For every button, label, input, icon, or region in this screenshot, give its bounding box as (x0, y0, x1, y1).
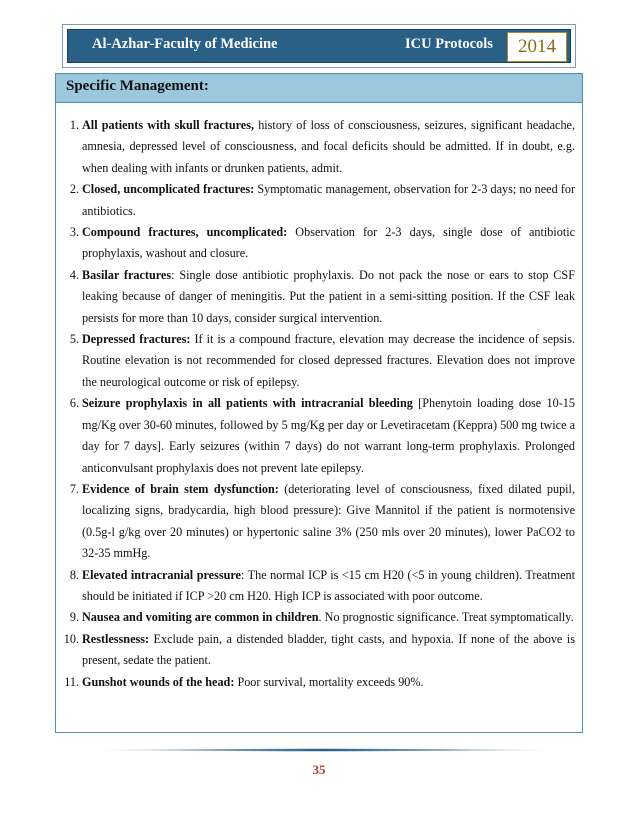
item-lead: Elevated intracranial pressure (82, 567, 241, 582)
content-frame (55, 73, 583, 733)
item-number: 3. (69, 225, 79, 240)
item-number: 6. (69, 396, 79, 411)
header-bar (67, 29, 571, 63)
item-text: Observation for 2-3 days, single dose of antibiotic prophylaxis, washout and closure. (82, 225, 576, 261)
list-item (56, 222, 582, 265)
item-number: 10. (63, 631, 79, 646)
item-text: Symptomatic management, observation for 2-3 days; no need for antibiotics. (82, 182, 575, 218)
list-item (56, 629, 582, 672)
item-lead: Evidence of brain stem dysfunction: (82, 481, 279, 496)
item-lead: All patients with skull fractures, (82, 118, 254, 132)
item-number: 9. (69, 610, 79, 625)
section-title: Specific Management: (66, 78, 209, 94)
item-lead: Restlessness: (82, 631, 150, 646)
item-text: : Single dose antibiotic prophylaxis. Do not pack the nose or ears to stop CSF leaking because of danger of meningitis. Put the patient in a semi-sitting position. If the CSF leak persists for more than 10 days, consider surgical intervention. (82, 267, 575, 325)
item-text: If it is a compound fracture, elevation may decrease the incidence of sepsis. Routine elevation is not recommended for closed depressed fractures. Elevation does not improve the neurological outcome or risk of epilepsy. (82, 332, 575, 389)
item-lead: Gunshot wounds of the head: (82, 674, 235, 689)
page-header (62, 24, 576, 68)
list-item (56, 565, 582, 608)
section-title-bar (56, 74, 582, 103)
header-year: 2014 (507, 32, 567, 62)
item-number: 11. (64, 674, 79, 689)
list-item (56, 179, 582, 222)
item-text: (deteriorating level of consciousness, fixed dilated pupil, localizing signs, bradycardia, high blood pressure): Give Mannitol if the patient is normotensive (0.5g-l g/kg over 20 minutes) or hypertonic saline 3% (250 mls over 20 minutes), lower PaCO2 to 32-35 mmHg. (82, 481, 575, 561)
item-lead: Basilar fractures (82, 267, 172, 282)
item-text: history of loss of consciousness, seizures, significant headache, amnesia, depressed level of consciousness, and focal deficits should be admitted. If in doubt, e.g. when dealing with infants or drunken patients, admit. (82, 118, 575, 175)
management-list (56, 115, 582, 693)
header-document-title: ICU Protocols (405, 36, 493, 52)
item-lead: Closed, uncomplicated fractures: (82, 182, 255, 197)
item-number: 8. (69, 567, 79, 582)
item-number: 7. (69, 481, 79, 496)
item-text: Exclude pain, a distended bladder, tight casts, and hypoxia. If none of the above is present, sedate the patient. (82, 631, 575, 668)
item-lead: Seizure prophylaxis in all patients with intracranial bleeding (82, 396, 413, 411)
item-number: 1. (69, 118, 79, 132)
item-lead: Depressed fractures: (82, 332, 191, 347)
item-lead: Nausea and vomiting are common in children (82, 610, 319, 625)
item-number: 4. (69, 267, 79, 282)
list-item (56, 115, 582, 179)
item-text: . No prognostic significance. Treat symptomatically. (318, 610, 574, 625)
page-number: 35 (312, 762, 326, 777)
item-lead: Compound fractures, uncomplicated: (82, 225, 288, 240)
item-number: 5. (69, 332, 79, 347)
list-item (56, 393, 582, 479)
list-item (56, 329, 582, 393)
list-item (56, 672, 582, 693)
list-item (56, 607, 582, 628)
item-text: [Phenytoin loading dose 10-15 mg/Kg over 30-60 minutes, followed by 5 mg/Kg per day or Levetiracetam (Keppra) 500 mg twice a day for 7 days]. Early seizures (within 7 days) do not warrant long-term prophylaxis. Prolonged anticonvulsant prophylaxis does not prevent late epilepsy. (82, 396, 575, 475)
item-text: : The normal ICP is <15 cm H20 (<5 in young children). Treatment should be initiated if ICP >20 cm H20. High ICP is associated with poor outcome. (82, 567, 575, 603)
item-number: 2. (69, 182, 79, 197)
header-institution: Al-Azhar-Faculty of Medicine (92, 36, 278, 52)
item-text: Poor survival, mortality exceeds 90%. (234, 674, 424, 689)
list-item (56, 479, 582, 565)
footer-divider (98, 748, 550, 752)
list-item (56, 265, 582, 329)
